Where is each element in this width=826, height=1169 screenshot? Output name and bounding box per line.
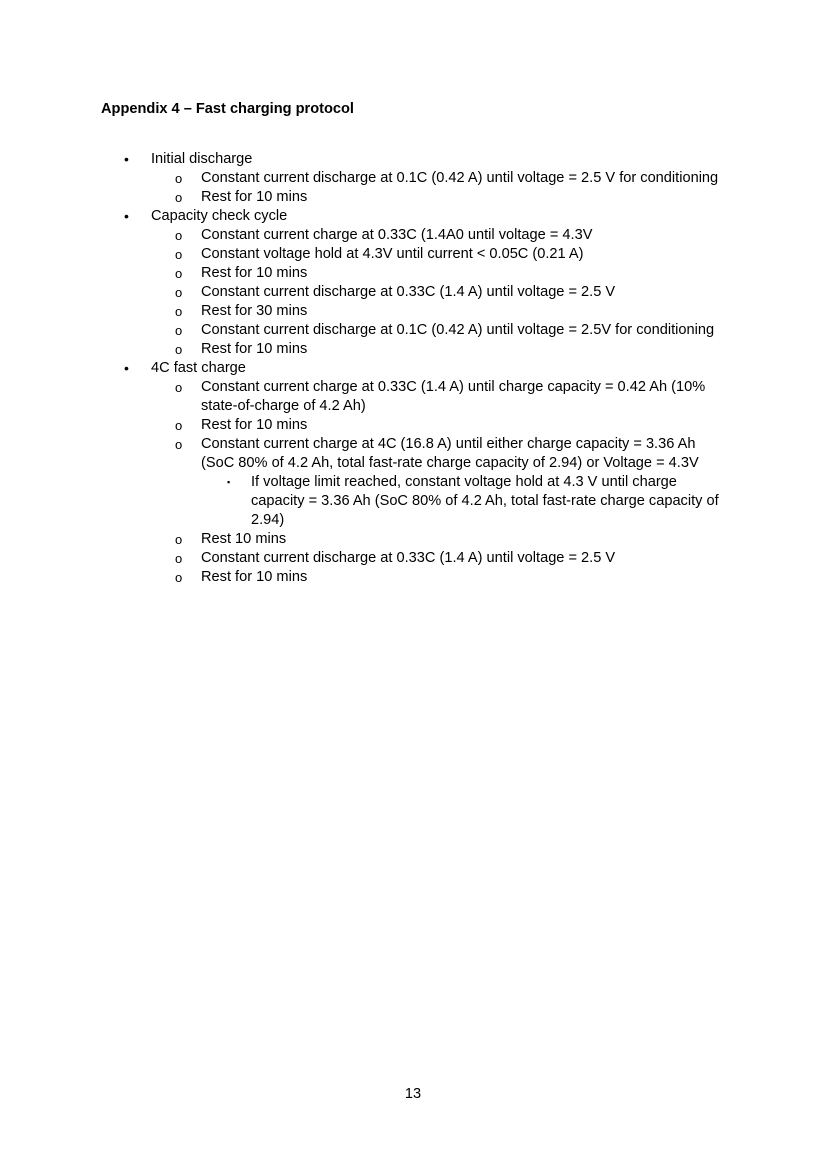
list-item	[0, 530, 826, 549]
list-item	[0, 378, 826, 416]
step-text: Constant current charge at 0.33C (1.4A0 until voltage = 4.3V	[201, 227, 593, 243]
list-item	[0, 264, 826, 283]
step-text: Constant voltage hold at 4.3V until current < 0.05C (0.21 A)	[201, 246, 584, 262]
bullet-icon: •	[124, 360, 129, 376]
circle-bullet-icon: o	[175, 532, 183, 547]
step-text: Rest for 10 mins	[201, 417, 308, 433]
list-item	[0, 568, 826, 587]
list-item	[0, 473, 826, 530]
circle-bullet-icon: o	[175, 247, 183, 262]
page-number: 13	[404, 1086, 422, 1102]
list-item	[0, 340, 826, 359]
circle-bullet-icon: o	[175, 323, 183, 338]
square-bullet-icon: ▪	[227, 477, 231, 487]
section-label: Capacity check cycle	[151, 208, 288, 224]
list-item	[0, 169, 826, 188]
protocol-outline	[0, 150, 826, 587]
circle-bullet-icon: o	[175, 285, 183, 300]
circle-bullet-icon: o	[175, 418, 183, 433]
section-label: 4C fast charge	[151, 360, 246, 376]
step-text: Constant current charge at 4C (16.8 A) until either charge capacity = 3.36 Ah (SoC 80% of 4.2 Ah, total fast-rate charge capacity of 2.94) or Voltage = 4.3V	[201, 436, 699, 471]
list-item	[0, 302, 826, 321]
list-item	[0, 207, 826, 226]
circle-bullet-icon: o	[175, 380, 183, 395]
list-item	[0, 150, 826, 169]
page-title: Appendix 4 – Fast charging protocol	[101, 101, 354, 117]
circle-bullet-icon: o	[175, 437, 183, 452]
list-item	[0, 226, 826, 245]
bullet-icon: •	[124, 208, 129, 224]
step-text: Rest 10 mins	[201, 531, 287, 547]
step-text: Rest for 10 mins	[201, 341, 308, 357]
circle-bullet-icon: o	[175, 304, 183, 319]
list-item	[0, 549, 826, 568]
step-text: Constant current discharge at 0.33C (1.4 A) until voltage = 2.5 V	[201, 284, 616, 300]
bullet-icon: •	[124, 151, 129, 167]
step-text: Rest for 10 mins	[201, 189, 308, 205]
step-text: Constant current discharge at 0.1C (0.42 A) until voltage = 2.5 V for conditioning	[201, 170, 719, 186]
step-text: Constant current charge at 0.33C (1.4 A) until charge capacity = 0.42 Ah (10% state-of-charge of 4.2 Ah)	[201, 379, 706, 414]
list-item	[0, 321, 826, 340]
circle-bullet-icon: o	[175, 266, 183, 281]
step-text: Constant current discharge at 0.1C (0.42 A) until voltage = 2.5V for conditioning	[201, 322, 715, 338]
step-text: Rest for 10 mins	[201, 265, 308, 281]
circle-bullet-icon: o	[175, 171, 183, 186]
list-item	[0, 416, 826, 435]
list-item	[0, 283, 826, 302]
circle-bullet-icon: o	[175, 342, 183, 357]
section-label: Initial discharge	[151, 151, 253, 167]
circle-bullet-icon: o	[175, 190, 183, 205]
circle-bullet-icon: o	[175, 551, 183, 566]
list-item	[0, 435, 826, 473]
list-item	[0, 359, 826, 378]
list-item	[0, 188, 826, 207]
list-item	[0, 245, 826, 264]
circle-bullet-icon: o	[175, 570, 183, 585]
step-text: Constant current discharge at 0.33C (1.4 A) until voltage = 2.5 V	[201, 550, 616, 566]
step-text: Rest for 30 mins	[201, 303, 308, 319]
circle-bullet-icon: o	[175, 228, 183, 243]
sub-step-text: If voltage limit reached, constant voltage hold at 4.3 V until charge capacity = 3.36 Ah (SoC 80% of 4.2 Ah, total fast-rate charge capacity of 2.94)	[251, 474, 719, 528]
step-text: Rest for 10 mins	[201, 569, 308, 585]
